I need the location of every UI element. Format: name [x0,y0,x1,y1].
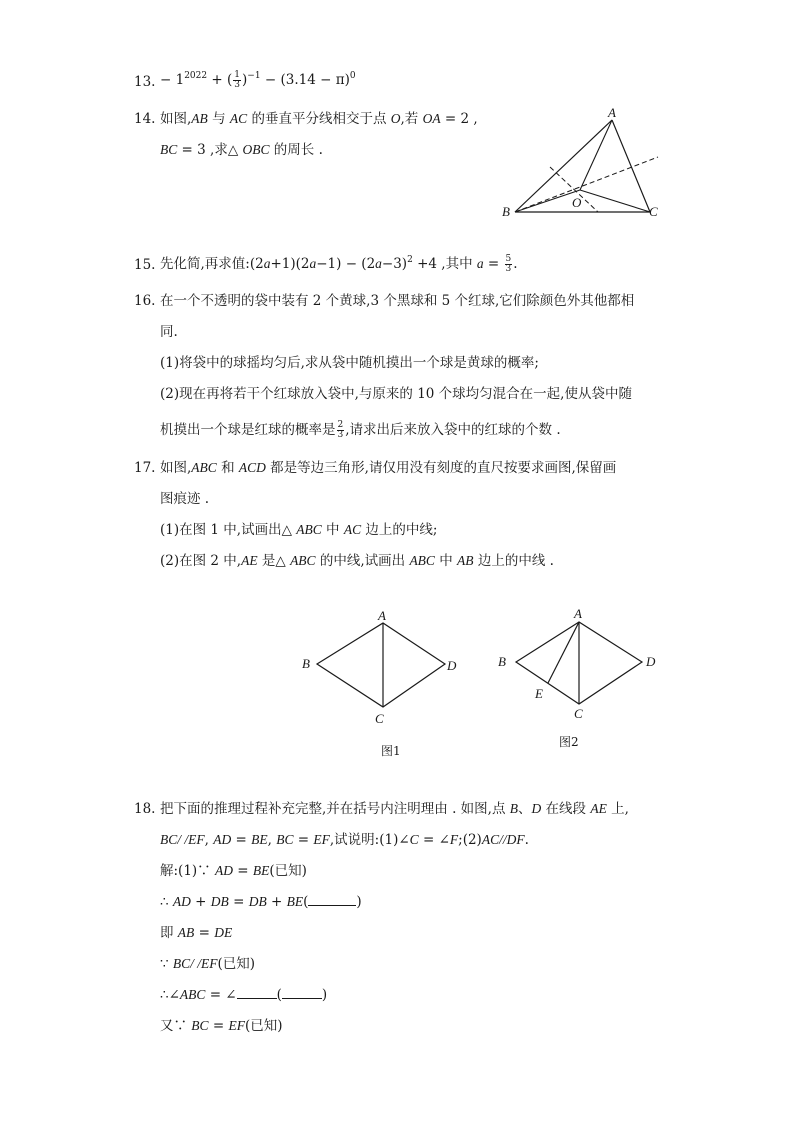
fig2-label-c: C [574,706,583,721]
fig14-label-b: B [502,204,510,219]
figure-1 [295,603,470,763]
fig2-label-d: D [646,654,656,669]
fig1-caption: 图1 [381,744,401,758]
q18-line1: 把下面的推理过程补充完整,并在括号内注明理由 . 如图,点 B、D 在线段 AE 上, [160,801,629,817]
q13-number: 13. [134,74,156,90]
q16-line1: 在一个不透明的袋中装有 2 个黄球,3 个黑球和 5 个红球,它们除颜色外其他都相 [160,293,635,309]
q18-step6: 又∵ BC = EF(已知) [160,1018,283,1034]
q18-step5: ∴∠ABC = ∠ ( ) [160,987,328,1003]
q16-part2-line1: (2)现在再将若干个红球放入袋中,与原来的 10 个球均匀混合在一起,使从袋中随 [160,386,632,402]
fig14-edge-ba [515,120,612,212]
fig14-segment-oa [580,120,612,190]
fig1-label-c: C [375,711,384,726]
fig14-edge-ac [612,120,650,212]
fig14-bisector-ac [515,157,658,212]
q18-step3: 即 AB = DE [160,925,233,941]
q18-step4: ∵ BC/ /EF(已知) [160,956,256,972]
q17-line1: 如图,ABC 和 ACD 都是等边三角形,请仅用没有刻度的直尺按要求画图,保留画 [160,460,617,476]
q16-part1: (1)将袋中的球摇均匀后,求从袋中随机摸出一个球是黄球的概率; [160,355,539,371]
q14-line2: BC = 3 ,求△ OBC 的周长 . [160,142,323,158]
fig1-label-b: B [302,656,310,671]
q17-part2: (2)在图 2 中,AE 是△ ABC 的中线,试画出 ABC 中 AB 边上的中线 . [160,553,554,569]
fig1-rhombus [317,623,445,707]
figure-2 [490,600,670,755]
q16-part2-line2: 机摸出一个球是红球的概率是 $\frac{2}{3}$ ,请求出后来放入袋中的红球的个数 . [160,420,561,440]
figure-q14 [495,105,670,225]
fig14-label-a: A [608,105,616,120]
q18-blank-reason-2[interactable] [282,986,322,999]
q16-line2: 同. [160,324,178,340]
fig1-label-a: A [378,608,386,623]
q18-line2: BC/ /EF, AD = BE, BC = EF,试说明:(1)∠C = ∠F;(2)AC//DF. [160,832,529,848]
q15-text: 先化简,再求值:(2a+1)(2a−1) − $(2a-3)^2 +4$ ,其中 a = $\frac{5}{3}$ . [160,254,518,274]
fig14-label-o: O [572,195,582,210]
q13-expression: − $1^{2022}$ + ( $\frac{1}{3}$ )$^{-1} - (3.14 - \pi)^0$ [160,70,356,90]
fig14-segment-oc [580,190,650,212]
q17-part1: (1)在图 1 中,试画出△ ABC 中 AC 边上的中线; [160,522,438,538]
q14-number: 14. [134,111,156,127]
fig1-label-d: D [447,658,457,673]
q15-number: 15. [134,257,156,273]
q17-number: 17. [134,460,156,476]
fig2-label-e: E [535,686,543,701]
q14-line1: 如图,AB 与 AC 的垂直平分线相交于点 O,若 OA = 2 , [160,111,478,127]
q18-step2: ∴ AD + DB = DB + BE( ) [160,894,362,910]
fig2-caption: 图2 [559,735,579,749]
q17-line2: 图痕迹 . [160,491,210,507]
q18-step1: 解:(1)∵ AD = BE(已知) [160,863,307,879]
fig2-label-a: A [574,606,582,621]
q16-number: 16. [134,293,156,309]
q18-blank-reason-1[interactable] [308,893,356,906]
fig2-label-b: B [498,654,506,669]
fig14-label-c: C [649,204,658,219]
q18-number: 18. [134,801,156,817]
q18-blank-angle[interactable] [237,986,277,999]
